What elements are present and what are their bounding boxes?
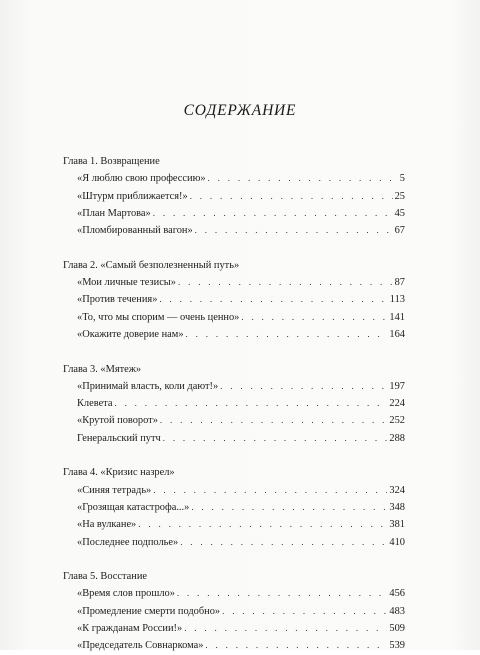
entry-title: «Грозящая катастрофа...» [77,501,190,513]
entry-title: «План Мартова» [77,207,151,219]
leader-dots [138,516,387,533]
toc-entry[interactable] [63,309,405,326]
leader-dots [159,291,387,308]
page-number: 45 [394,207,405,219]
page-number: 87 [394,277,405,289]
page-number: 381 [389,519,405,531]
toc-entry[interactable] [63,603,405,620]
page-number: 141 [389,311,405,323]
chapter-title: Глава 4. «Кризис назрел» [63,467,175,479]
entry-title: «Последнее подполье» [77,536,179,548]
toc-entry[interactable] [63,188,405,205]
entry-title: «Председатель Совнаркома» [77,640,204,652]
page-number: 324 [389,484,405,496]
page-number: 288 [389,432,405,444]
page-title: СОДЕРЖАНИЕ [183,102,297,119]
table-of-contents [63,153,405,655]
entry-title: «Время слов прошло» [77,588,175,600]
page-number: 67 [394,225,405,237]
page-number: 197 [389,380,405,392]
leader-dots [180,534,387,551]
toc-entry[interactable] [63,534,405,551]
leader-dots [208,170,398,187]
leader-dots [163,430,388,447]
chapter-title: Глава 1. Возвращение [63,156,160,167]
entry-title: Клевета [77,398,113,410]
page-number: 509 [389,623,405,635]
show-through-text [60,62,420,73]
entry-title: «К гражданам России!» [77,623,183,635]
entry-title: «Окажите доверие нам» [77,328,184,340]
page-number: 410 [389,536,405,548]
entry-title: «На вулкане» [77,519,137,531]
leader-dots [220,378,387,395]
toc-entry[interactable] [63,620,405,637]
chapter-3 [63,361,405,447]
entry-title: «Мои личные тезисы» [77,277,176,289]
leader-dots [241,309,387,326]
toc-entry[interactable] [63,430,405,447]
toc-entry[interactable] [63,516,405,533]
spacer [63,239,405,256]
toc-entry[interactable] [63,482,405,499]
toc-entry[interactable] [63,326,405,343]
entry-title: «Против течения» [77,294,158,306]
entry-title: «Крутой поворот» [77,415,158,427]
page-number: 252 [389,415,405,427]
chapter-1 [63,153,405,239]
page-number: 456 [389,588,405,600]
leader-dots [153,205,393,222]
leader-dots [177,585,387,602]
entry-title: «Синяя тетрадь» [77,484,152,496]
toc-entry[interactable] [63,499,405,516]
toc-entry[interactable] [63,395,405,412]
page-number: 113 [389,294,405,306]
toc-entry[interactable] [63,378,405,395]
entry-title: «Промедление смерти подобно» [77,605,221,617]
entry-title: «То, что мы спорим — очень ценно» [77,311,240,323]
chapter-2 [63,257,405,343]
page-number: 348 [389,501,405,513]
entry-title: «Пломбированный вагон» [77,225,193,237]
leader-dots [114,395,387,412]
toc-entry[interactable] [63,170,405,187]
leader-dots [186,326,388,343]
chapter-4 [63,464,405,550]
chapter-title: Глава 3. «Мятеж» [63,363,142,375]
toc-entry[interactable] [63,637,405,654]
entry-title: Генеральский путч [77,432,161,444]
chapter-title: Глава 2. «Самый безполезненный путь» [63,259,240,271]
toc-entry[interactable] [63,274,405,291]
toc-entry[interactable] [63,585,405,602]
page-number: 224 [389,398,405,410]
leader-dots [160,412,387,429]
chapter-title: Глава 5. Восстание [63,571,148,583]
page-number: 25 [394,190,405,202]
page-number: 539 [389,640,405,652]
leader-dots [222,603,387,620]
page-number: 5 [399,173,405,185]
chapter-5 [63,568,405,654]
toc-entry[interactable] [63,222,405,239]
spacer [63,447,405,464]
spacer [63,343,405,360]
leader-dots [195,222,393,239]
page-number: 164 [389,328,405,340]
leader-dots [190,188,393,205]
entry-title: «Я люблю свою профессию» [77,173,206,185]
page-number: 483 [389,605,405,617]
spacer [63,551,405,568]
leader-dots [184,620,387,637]
toc-entry[interactable] [63,205,405,222]
leader-dots [205,637,387,654]
toc-entry[interactable] [63,412,405,429]
leader-dots [153,482,387,499]
entry-title: «Штурм приближается!» [77,190,188,202]
leader-dots [178,274,393,291]
entry-title: «Принимай власть, коли дают!» [77,380,219,392]
leader-dots [191,499,387,516]
toc-entry[interactable] [63,291,405,308]
